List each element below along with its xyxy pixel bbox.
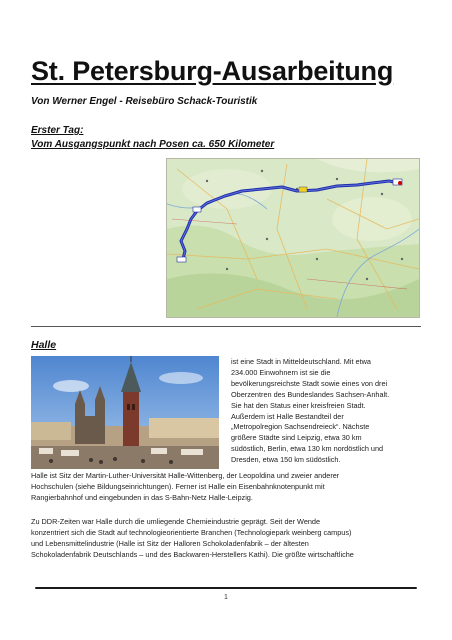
text-line: Schokoladenfabrik Deutschlands – und des Backwaren-Herstellers Kathi). Die größte wirtschaftliche (31, 549, 354, 559)
text-line: Hochschulen (siehe Bildungseinrichtungen). Ferner ist Halle ein Eisenbahnknotenpunkt mit (31, 481, 325, 491)
text-line: Dresden, etwa 150 km südöstlich. (231, 455, 341, 465)
author-line: Von Werner Engel - Reisebüro Schack-Touristik (31, 96, 258, 107)
section-heading-halle: Halle (31, 339, 57, 351)
text-line: Sie hat den Status einer kreisfreien Stadt. (231, 400, 366, 410)
paragraph-university (31, 471, 425, 504)
text-line: Außerdem ist Halle Bestandteil der (231, 411, 344, 421)
page-number: 1 (224, 594, 228, 601)
text-line: bevölkerungsreichste Stadt sowie eines von drei (231, 378, 388, 388)
route-map-graphic (167, 159, 419, 317)
text-line: ist eine Stadt in Mitteldeutschland. Mit etwa (231, 357, 371, 366)
halle-market-square-photo (31, 356, 219, 469)
footer-divider (35, 587, 417, 589)
text-line: Zu DDR-Zeiten war Halle durch die umliegende Chemieindustrie geprägt. Seit der Wende (31, 517, 321, 526)
text-line: Oberzentren des Bundeslandes Sachsen-Anhalt. (231, 389, 390, 399)
text-line: Halle ist Sitz der Martin-Luther-Universität Halle-Wittenberg, der Leopoldina und zweier anderer (31, 471, 340, 480)
day-heading: Erster Tag: (31, 125, 84, 136)
section-divider (31, 326, 421, 327)
text-line: südöstlich, Berlin, etwa 130 km nordöstlich und (231, 444, 384, 454)
halle-intro-text (231, 357, 423, 466)
halle-photo-graphic (31, 356, 219, 469)
paragraph-economy (31, 517, 425, 561)
route-map (166, 158, 420, 318)
text-line: 234.000 Einwohnern ist sie die (231, 367, 331, 377)
route-heading: Vom Ausgangspunkt nach Posen ca. 650 Kilometer (31, 139, 275, 150)
text-line: größere Städte sind Leipzig, etwa 30 km (231, 433, 362, 443)
text-line: und Lebensmittelindustrie (Halle ist Sitz der Halloren Schokoladenfabrik – der ältesten (31, 538, 309, 548)
document-title: St. Petersburg-Ausarbeitung (31, 56, 394, 86)
text-line: Rangierbahnhof und eingebunden in das S-Bahn-Netz Halle-Leipzig. (31, 492, 253, 502)
text-line: „Metropolregion Sachsendreieck“. Nächste (231, 422, 370, 432)
text-line: konzentriert sich die Stadt auf technologieorientierte Branchen (Technologiepark weinberg campus) (31, 527, 352, 537)
